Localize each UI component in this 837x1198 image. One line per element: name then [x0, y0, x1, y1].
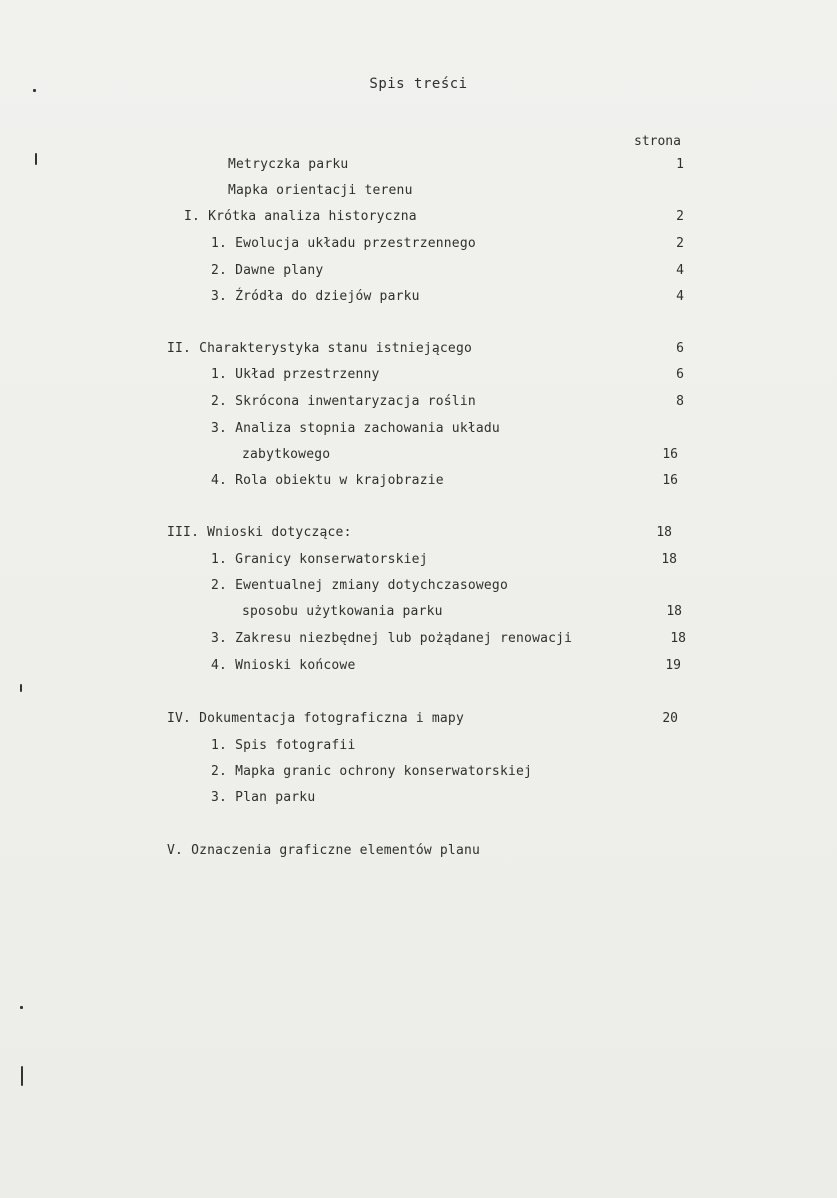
toc-page-number: 18 — [656, 525, 672, 540]
toc-page-number: 6 — [676, 341, 684, 356]
scan-mark — [20, 1006, 23, 1009]
scan-mark — [35, 153, 37, 165]
toc-page-number: 20 — [662, 711, 678, 726]
toc-entry: 2. Dawne plany — [211, 263, 324, 278]
toc-section-heading: IV. Dokumentacja fotograficzna i mapy — [167, 711, 464, 726]
toc-page-number: 4 — [676, 289, 684, 304]
toc-page-number: 19 — [665, 658, 681, 673]
toc-page-number: 2 — [676, 236, 684, 251]
toc-page-number: 6 — [676, 367, 684, 382]
toc-section-heading: III. Wnioski dotyczące: — [167, 525, 352, 540]
toc-entry: Metryczka parku — [228, 157, 349, 172]
toc-entry-continuation: zabytkowego — [242, 447, 331, 462]
toc-entry: 3. Zakresu niezbędnej lub pożądanej renowacji — [211, 631, 573, 646]
toc-entry: 2. Skrócona inwentaryzacja roślin — [211, 394, 476, 409]
toc-entry: 3. Analiza stopnia zachowania układu — [211, 421, 500, 436]
toc-entry: 1. Ewolucja układu przestrzennego — [211, 236, 476, 251]
toc-section-heading: II. Charakterystyka stanu istniejącego — [167, 341, 473, 356]
toc-section-heading: V. Oznaczenia graficzne elementów planu — [167, 843, 481, 858]
toc-page-number: 1 — [676, 157, 684, 172]
toc-page-number: 16 — [662, 447, 678, 462]
scan-mark — [21, 1066, 23, 1086]
toc-section-heading: I. Krótka analiza historyczna — [184, 209, 417, 224]
toc-page-number: 18 — [666, 604, 682, 619]
toc-entry: 1. Układ przestrzenny — [211, 367, 380, 382]
toc-entry: 3. Plan parku — [211, 790, 316, 805]
toc-entry: 1. Spis fotografii — [211, 738, 356, 753]
toc-entry: 2. Mapka granic ochrony konserwatorskiej — [211, 764, 533, 779]
toc-entry: Mapka orientacji terenu — [228, 183, 413, 198]
toc-entry: 1. Granicy konserwatorskiej — [211, 552, 428, 567]
toc-entry: 4. Rola obiektu w krajobrazie — [211, 473, 444, 488]
toc-entry-continuation: sposobu użytkowania parku — [242, 604, 443, 619]
toc-page-number: 16 — [662, 473, 678, 488]
toc-entry: 2. Ewentualnej zmiany dotychczasowego — [211, 578, 508, 593]
toc-page-number: 2 — [676, 209, 684, 224]
toc-page-number: 4 — [676, 263, 684, 278]
document-title: Spis treści — [369, 76, 468, 92]
toc-page-number: 8 — [676, 394, 684, 409]
toc-page-number: 18 — [670, 631, 686, 646]
toc-entry: 3. Źródła do dziejów parku — [211, 289, 420, 304]
page-column-header: strona — [634, 134, 681, 149]
scan-mark — [33, 89, 36, 92]
toc-entry: 4. Wnioski końcowe — [211, 658, 356, 673]
scan-mark — [20, 684, 22, 692]
toc-page-number: 18 — [661, 552, 677, 567]
